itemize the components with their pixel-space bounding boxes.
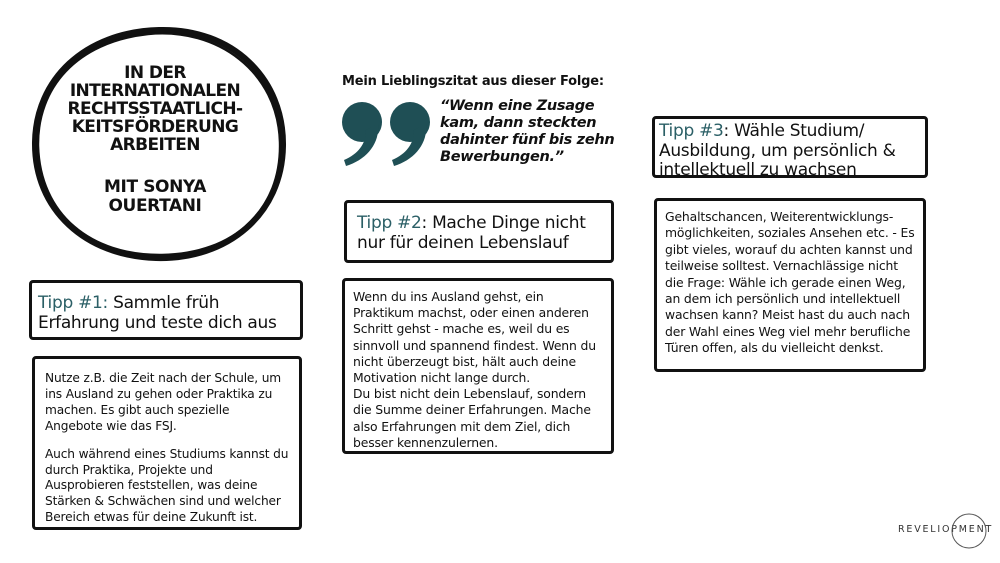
episode-title xyxy=(50,64,260,154)
tip-2-heading xyxy=(344,200,614,263)
tip-3-title: : Wähle Studium/ Ausbildung, um persönlich & intellektuell zu wachsen xyxy=(659,121,896,180)
favorite-quote: “Wenn eine Zusage kam, dann steckten dahinter fünf bis zehn Bewerbungen.” xyxy=(440,98,615,165)
quote-marks-icon xyxy=(340,100,436,166)
logo-circle-icon xyxy=(950,512,988,550)
tip-2-body xyxy=(342,278,614,454)
tip-1-paragraph: Auch während eines Studiums kannst du durch Praktika, Projekte und Ausprobieren feststellen, was deine Stärken & Schwächen sind und welcher Bereich etwas für deine Zukunft ist. xyxy=(45,446,289,525)
tip-3-body xyxy=(654,198,926,372)
tip-2-number: Tipp #2 xyxy=(357,213,422,233)
tip-3-paragraph: Gehaltschancen, Weiterentwicklungs-möglichkeiten, soziales Ansehen etc. - Es gibt vieles, worauf du achten kannst und teilweise solltest. Vernachlässige nicht die Frage: Wähle ich gerade einen Weg, an dem ich persönlich und intellektuell wachsen kann? Meist hast du auch nach der Wahl eines Weg viel mehr berufliche Türen offen, als du vielleicht denkst. xyxy=(665,209,915,356)
episode-guest-line: OUERTANI xyxy=(108,196,202,216)
episode-title-line: ARBEITEN xyxy=(110,135,200,155)
episode-title-line: IN DER xyxy=(124,63,186,83)
episode-title-line: RECHTSSTAATLICH- xyxy=(67,99,243,119)
tip-1-title: Sammle früh Erfahrung und teste dich aus xyxy=(38,293,277,333)
tip-1-body xyxy=(32,356,302,530)
tip-1-heading xyxy=(29,280,303,340)
episode-guest-line: MIT SONYA xyxy=(104,177,206,197)
tip-3-number: Tipp #3 xyxy=(659,121,724,141)
tip-1-paragraph: Nutze z.B. die Zeit nach der Schule, um ins Ausland zu gehen oder Praktika zu machen. Es gibt auch spezielle Angebote wie das FSJ. xyxy=(45,371,282,433)
brand-logo-text: REVELIOPMENT xyxy=(898,524,994,535)
episode-guest xyxy=(50,178,260,216)
episode-title-line: KEITSFÖRDERUNG xyxy=(71,117,239,137)
tip-2-paragraph: Wenn du ins Ausland gehst, ein Praktikum machst, oder einen anderen Schritt gehst - mache es, weil du es sinnvoll und spannend findest. Wenn du nicht überzeugt bist, hält auch deine Motivation nicht lange durch. Du bist nicht dein Lebenslauf, sondern die Summe deiner Erfahrungen. Mache also Erfahrungen mit dem Ziel, dich besser kennenzulernen. xyxy=(353,289,596,450)
quote-intro: Mein Lieblingszitat aus dieser Folge: xyxy=(342,74,604,89)
episode-title-line: INTERNATIONALEN xyxy=(69,81,241,101)
tip-2-title: : Mache Dinge nicht nur für deinen Lebenslauf xyxy=(357,213,586,253)
tip-3-heading xyxy=(652,116,928,178)
tip-1-number: Tipp #1: xyxy=(38,293,108,313)
